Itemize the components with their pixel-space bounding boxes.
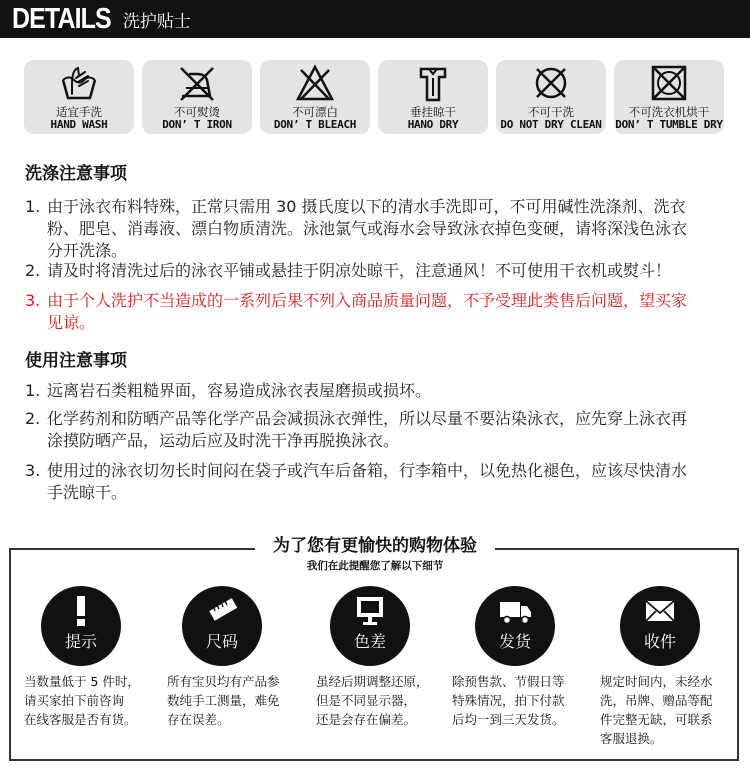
exclamation-icon bbox=[65, 594, 97, 628]
tip-text-color bbox=[316, 672, 446, 729]
tip-line: 所有宝贝均有产品参 bbox=[167, 674, 280, 689]
care-label-zh: 不可洗衣机烘干 bbox=[628, 105, 710, 119]
header-subtitle: 洗护贴士 bbox=[122, 11, 191, 32]
item-line: 见谅。 bbox=[47, 313, 96, 332]
care-label-zh: 不可干洗 bbox=[528, 105, 574, 119]
usage-item-2 bbox=[25, 408, 733, 452]
washing-item-3-warning bbox=[25, 290, 733, 334]
item-line: 粉、肥皂、消毒液、漂白物质清洗。泳池氯气或海水会导致泳衣掉色变硬，请将深浅色泳衣 bbox=[47, 219, 688, 238]
item-line: 手洗晾干。 bbox=[47, 483, 128, 502]
tip-text-notice bbox=[24, 672, 154, 729]
tip-text-returns bbox=[600, 672, 730, 748]
tip-line: 但是不同显示器， bbox=[316, 693, 417, 708]
tip-label: 发货 bbox=[498, 632, 531, 651]
monitor-icon bbox=[354, 594, 386, 628]
tip-circle-returns bbox=[620, 586, 700, 666]
item-line: 由于泳衣布料特殊，正常只需用 30 摄氏度以下的清水手洗即可，不可用碱性洗涤剂、洗衣 bbox=[47, 197, 686, 216]
item-line: 化学药剂和防晒产品等化学产品会减损泳衣弹性，所以尽量不要沾染泳衣，应先穿上泳衣再 bbox=[47, 409, 688, 428]
tip-line: 还是会存在偏差。 bbox=[316, 712, 417, 727]
tip-label: 尺码 bbox=[205, 632, 238, 651]
care-card-no-bleach bbox=[260, 60, 370, 134]
tip-line: 请买家拍下前咨询 bbox=[24, 693, 125, 708]
envelope-icon bbox=[644, 594, 676, 628]
tip-text-size bbox=[167, 672, 297, 729]
tip-line: 客服退换。 bbox=[600, 731, 663, 746]
care-label-zh: 垂挂晾干 bbox=[410, 105, 456, 119]
item-number: 3. bbox=[25, 461, 41, 480]
no-dry-clean-icon bbox=[531, 64, 571, 102]
header-bar bbox=[0, 0, 750, 38]
item-number: 3. bbox=[25, 291, 41, 310]
item-line: 远离岩石类粗糙界面，容易造成泳衣表屋磨损或损坏。 bbox=[47, 381, 432, 400]
care-label-zh: 不可漂白 bbox=[292, 105, 338, 119]
item-line: 涂摸防晒产品，运动后应及时洗干净再脱换泳衣。 bbox=[47, 431, 400, 450]
care-icons-row bbox=[24, 60, 728, 134]
care-label-en: DON’ T IRON bbox=[162, 118, 232, 131]
hang-dry-icon bbox=[413, 64, 453, 102]
tip-line: 规定时间内，未经水 bbox=[600, 674, 713, 689]
tip-line: 虽经后期调整还原， bbox=[316, 674, 429, 689]
item-number: 2. bbox=[25, 409, 41, 428]
care-card-hang-dry bbox=[378, 60, 488, 134]
tip-label: 色差 bbox=[353, 632, 386, 651]
care-label-en: DON’ T TUMBLE DRY bbox=[615, 118, 723, 131]
item-number: 1. bbox=[25, 197, 41, 216]
tip-circle-notice bbox=[41, 586, 121, 666]
hand-wash-icon bbox=[59, 64, 99, 102]
item-number: 1. bbox=[25, 381, 41, 400]
usage-item-1 bbox=[25, 380, 733, 402]
tip-line: 当数量低于 5 件时， bbox=[24, 674, 140, 689]
item-line: 分开洗涤。 bbox=[47, 241, 128, 260]
tip-circle-color bbox=[330, 586, 410, 666]
item-line: 使用过的泳衣切勿长时间闷在袋子或汽车后备箱，行李箱中，以免热化褪色，应该尽快清水 bbox=[47, 461, 688, 480]
tip-line: 件完整无缺，可联系 bbox=[600, 712, 713, 727]
care-card-hand-wash bbox=[24, 60, 134, 134]
tip-line: 除预售款、节假日等 bbox=[452, 674, 565, 689]
tip-line: 后均一到三天发货。 bbox=[452, 712, 565, 727]
tip-line: 特殊情况，拍下付款 bbox=[452, 693, 565, 708]
washing-item-2 bbox=[25, 260, 733, 282]
washing-section-title: 洗涤注意事项 bbox=[25, 164, 127, 184]
item-line: 请及时将清洗过后的泳衣平铺或悬挂于阴凉处晾干，注意通风！不可使用干衣机或熨斗！ bbox=[47, 261, 672, 280]
no-bleach-icon bbox=[295, 64, 335, 102]
tip-line: 存在误差。 bbox=[167, 712, 230, 727]
tip-line: 在线客服是否有货。 bbox=[24, 712, 137, 727]
item-number: 2. bbox=[25, 261, 41, 280]
tip-label: 提示 bbox=[64, 632, 97, 651]
shopping-subtitle: 我们在此提醒您了解以下细节 bbox=[306, 560, 444, 572]
care-label-zh: 不可熨烫 bbox=[174, 105, 220, 119]
care-card-no-tumble-dry bbox=[614, 60, 724, 134]
no-tumble-dry-icon bbox=[649, 64, 689, 102]
usage-section-title: 使用注意事项 bbox=[25, 351, 127, 371]
tip-circle-size bbox=[182, 586, 262, 666]
delivery-truck-icon bbox=[499, 594, 533, 628]
care-label-en: HAND WASH bbox=[50, 118, 108, 131]
care-label-en: DO NOT DRY CLEAN bbox=[500, 118, 602, 131]
tip-text-shipping bbox=[452, 672, 582, 729]
usage-item-3 bbox=[25, 460, 733, 504]
tip-line: 数纯手工测量，难免 bbox=[167, 693, 280, 708]
ruler-icon bbox=[206, 594, 238, 628]
shopping-title: 为了您有更愉快的购物体验 bbox=[255, 531, 495, 556]
header-brand: DETAILS bbox=[12, 2, 111, 35]
shopping-title-wrap bbox=[0, 531, 750, 556]
tip-label: 收件 bbox=[643, 632, 676, 651]
care-card-no-dry-clean bbox=[496, 60, 606, 134]
care-label-zh: 适宜手洗 bbox=[56, 105, 102, 119]
no-iron-icon bbox=[177, 64, 217, 102]
washing-item-1 bbox=[25, 196, 733, 262]
care-label-en: DON’ T BLEACH bbox=[273, 118, 357, 131]
tip-circle-shipping bbox=[475, 586, 555, 666]
care-label-en: HANO DRY bbox=[407, 118, 459, 131]
care-card-no-iron bbox=[142, 60, 252, 134]
tip-line: 洗，吊牌、赠品等配 bbox=[600, 693, 713, 708]
item-line: 由于个人洗护不当造成的一系列后果不列入商品质量问题，不予受理此类售后问题，望买家 bbox=[47, 291, 688, 310]
